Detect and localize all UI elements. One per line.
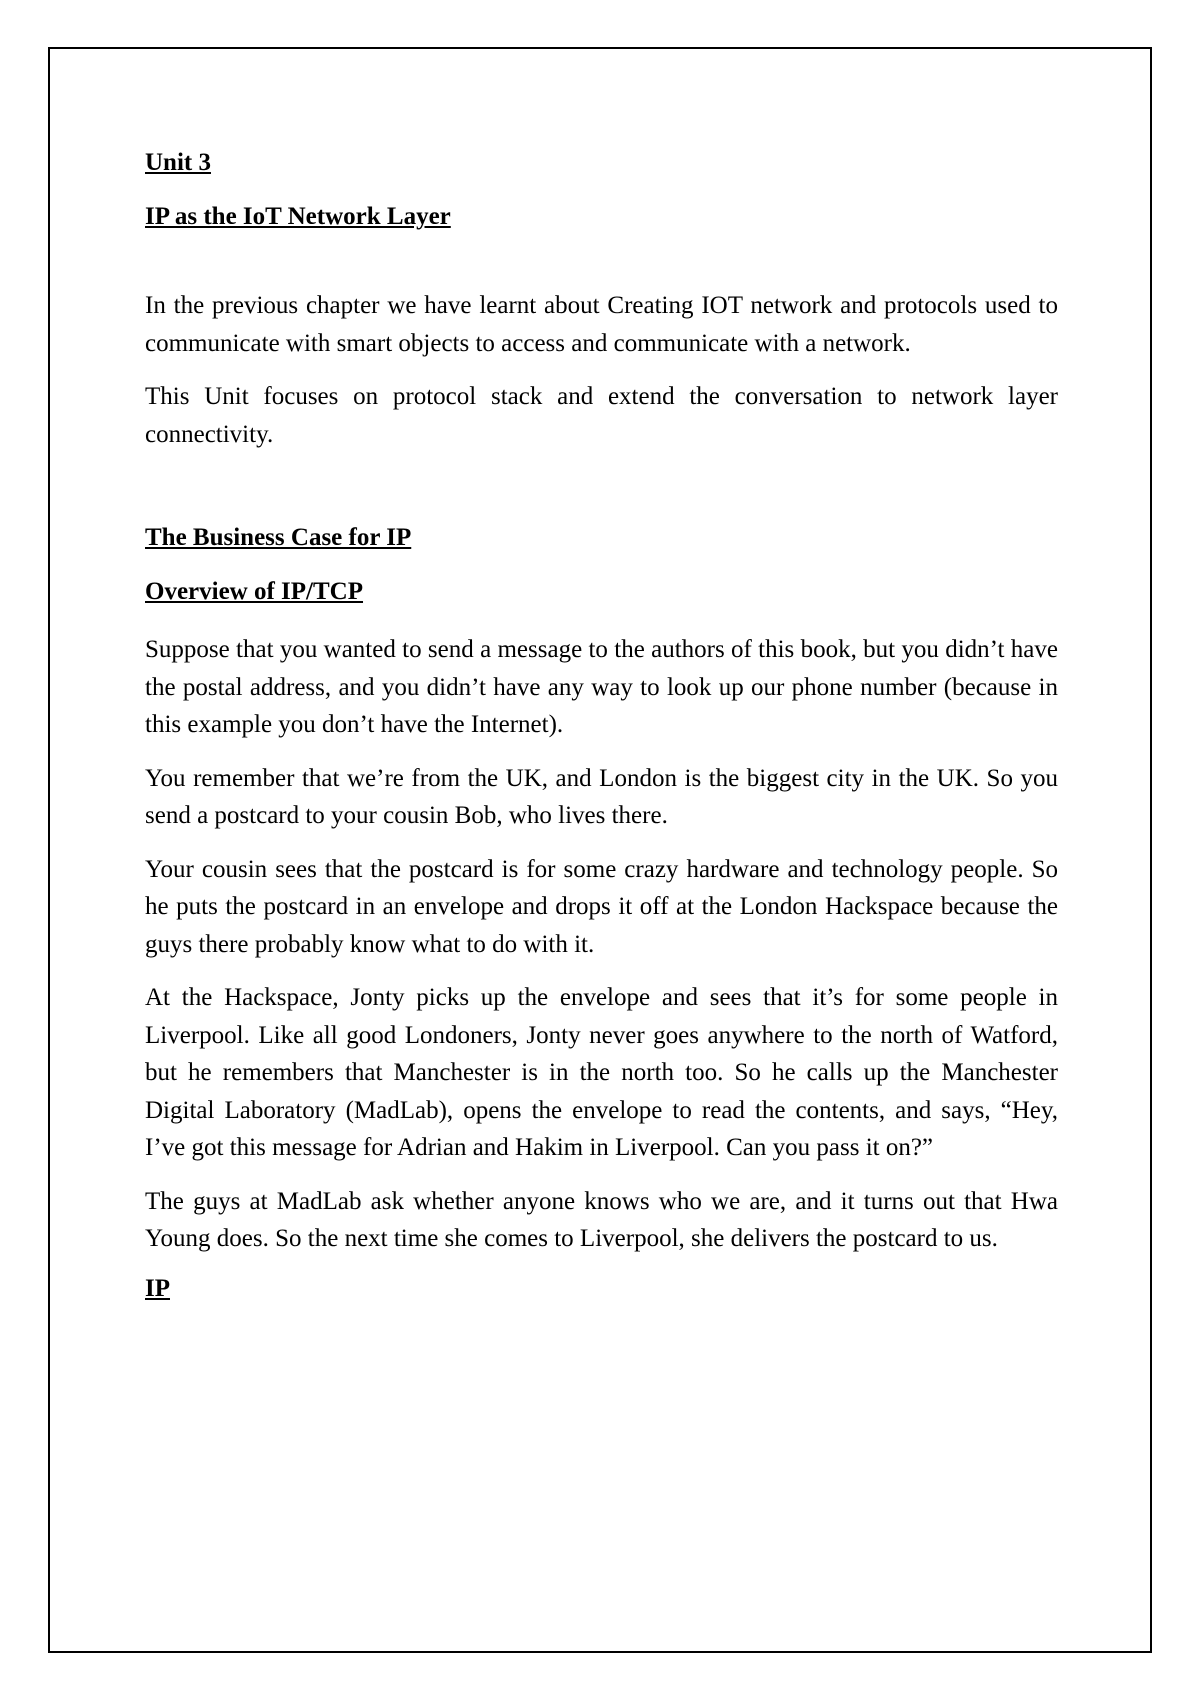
story-paragraph: At the Hackspace, Jonty picks up the envelope and sees that it’s for some people in Liverpool. Like all good Londoners, Jonty never goes anywhere to the north of Watford, but he remembers that Manchester is in the north too. So he calls up the Manchester Digital Laboratory (MadLab), opens the envelope to read the contents, and says, “Hey, I’ve got this message for Adrian and Hakim in Liverpool. Can you pass it on?” <box>145 984 1058 1161</box>
story-paragraph: Your cousin sees that the postcard is for some crazy hardware and technology people. So he puts the postcard in an envelope and drops it off at the London Hackspace because the guys there probably know what to do with it. <box>145 855 1058 958</box>
story-paragraph: Suppose that you wanted to send a message to the authors of this book, but you didn’t have the postal address, and you didn’t have any way to look up our phone number (because in this example you don’t have the Internet). <box>145 636 1058 738</box>
story-paragraph: The guys at MadLab ask whether anyone knows who we are, and it turns out that Hwa Young does. So the next time she comes to Liverpool, she delivers the postcard to us. <box>145 1187 1058 1252</box>
story-paragraph: You remember that we’re from the UK, and London is the biggest city in the UK. So you send a postcard to your cousin Bob, who lives there. <box>145 764 1058 829</box>
intro-paragraph: This Unit focuses on protocol stack and extend the conversation to network layer connectivity. <box>145 383 1058 448</box>
section-heading-overview: Overview of IP/TCP <box>145 578 364 605</box>
unit-title: Unit 3 <box>145 149 211 176</box>
section-heading-ip: IP <box>145 1274 170 1302</box>
section-heading-business-case: The Business Case for IP <box>145 524 412 551</box>
document-body <box>145 148 1058 1328</box>
intro-paragraph: In the previous chapter we have learnt about Creating IOT network and protocols used to communicate with smart objects to access and communicate with a network. <box>145 292 1058 357</box>
chapter-title: IP as the IoT Network Layer <box>145 203 451 230</box>
